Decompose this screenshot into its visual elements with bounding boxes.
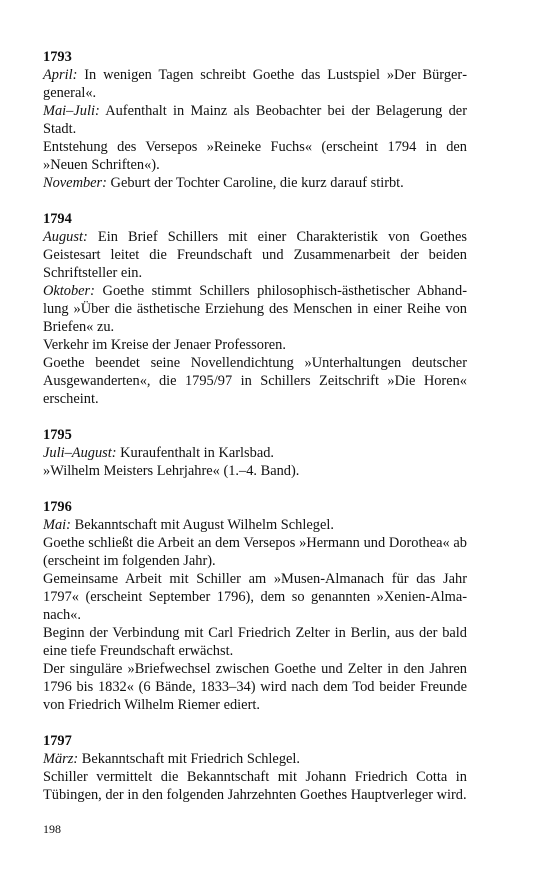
entry-text: Goethe schließt die Arbeit an dem Versepos »Hermann und Dorothea« ab (erscheint im folgenden Jahr). [43, 535, 467, 569]
entry [43, 336, 467, 354]
entry-text: Verkehr im Kreise der Jenaer Professoren. [43, 337, 286, 353]
year-section-1794 [43, 210, 467, 408]
entry [43, 570, 467, 624]
entry-text: Bekanntschaft mit August Wilhelm Schlegel. [74, 517, 334, 533]
entry-text: Gemeinsame Arbeit mit Schiller am »Musen-Almanach für das Jahr 1797« (erscheint September 1796), dem so genannten »Xenien-Almanach«. [43, 571, 467, 623]
entry-text: Kuraufenthalt in Karlsbad. [120, 445, 275, 461]
entry-text: »Wilhelm Meisters Lehrjahre« (1.–4. Band). [43, 463, 300, 479]
year-heading: 1795 [43, 427, 72, 443]
year-heading: 1794 [43, 211, 72, 227]
entry-label: Mai: [43, 517, 71, 533]
entry-text: Der singuläre »Briefwechsel zwischen Goethe und Zelter in den Jahren 1796 bis 1832« (6 Bände, 1833–34) wird nach dem Tod beider Freunde von Friedrich Wilhelm Riemer ediert. [43, 661, 467, 713]
year-section-1795 [43, 426, 467, 480]
entry [43, 174, 467, 192]
entry-text: Goethe stimmt Schillers philosophisch-ästhetischer Abhandlung »Über die ästhetische Erziehung des Menschen in einer Reihe von Briefen« zu. [43, 283, 467, 335]
year-heading: 1797 [43, 733, 72, 749]
entry-label: März: [43, 751, 79, 767]
year-section-1796 [43, 498, 467, 714]
year-heading: 1793 [43, 49, 72, 65]
entry-text: Schiller vermittelt die Bekanntschaft mit Johann Friedrich Cotta in Tübingen, der in den folgenden Jahrzehnten Goethes Hauptverleger wird. [43, 769, 467, 803]
entry-label: Oktober: [43, 283, 95, 299]
entry [43, 138, 467, 174]
chronology-text [43, 48, 467, 822]
year-section-1793 [43, 48, 467, 192]
entry [43, 444, 467, 462]
entry [43, 624, 467, 660]
entry [43, 102, 467, 138]
entry [43, 228, 467, 282]
entry-text: Geburt der Tochter Caroline, die kurz darauf stirbt. [110, 175, 404, 191]
entry [43, 750, 467, 768]
year-heading: 1796 [43, 499, 72, 515]
entry [43, 534, 467, 570]
entry [43, 660, 467, 714]
entry-text: Entstehung des Versepos »Reineke Fuchs« (erscheint 1794 in den »Neuen Schriften«). [43, 139, 467, 173]
entry [43, 768, 467, 804]
entry-text: Beginn der Verbindung mit Carl Friedrich Zelter in Berlin, aus der bald eine tiefe Freundschaft erwächst. [43, 625, 467, 659]
entry-label: Juli–August: [43, 445, 117, 461]
entry-label: April: [43, 67, 78, 83]
entry [43, 66, 467, 102]
entry-text: Aufenthalt in Mainz als Beobachter bei der Belagerung der Stadt. [43, 103, 467, 137]
entry-text: Ein Brief Schillers mit einer Charakteristik von Goethes Geistesart leitet die Freundschaft und Zusammenarbeit der beiden Schriftsteller ein. [43, 229, 467, 281]
entry-text: Bekanntschaft mit Friedrich Schlegel. [81, 751, 300, 767]
entry-label: November: [43, 175, 107, 191]
entry [43, 462, 467, 480]
page-number: 198 [43, 822, 61, 836]
entry-text: In wenigen Tagen schreibt Goethe das Lustspiel »Der Bürgergeneral«. [43, 67, 467, 101]
entry [43, 354, 467, 408]
entry [43, 516, 467, 534]
entry-label: August: [43, 229, 88, 245]
entry-text: Goethe beendet seine Novellendichtung »Unterhaltungen deutscher Ausgewanderten«, die 1795/97 in Schillers Zeitschrift »Die Horen« erscheint. [43, 355, 467, 407]
entry [43, 282, 467, 336]
entry-label: Mai–Juli: [43, 103, 100, 119]
year-section-1797 [43, 732, 467, 804]
